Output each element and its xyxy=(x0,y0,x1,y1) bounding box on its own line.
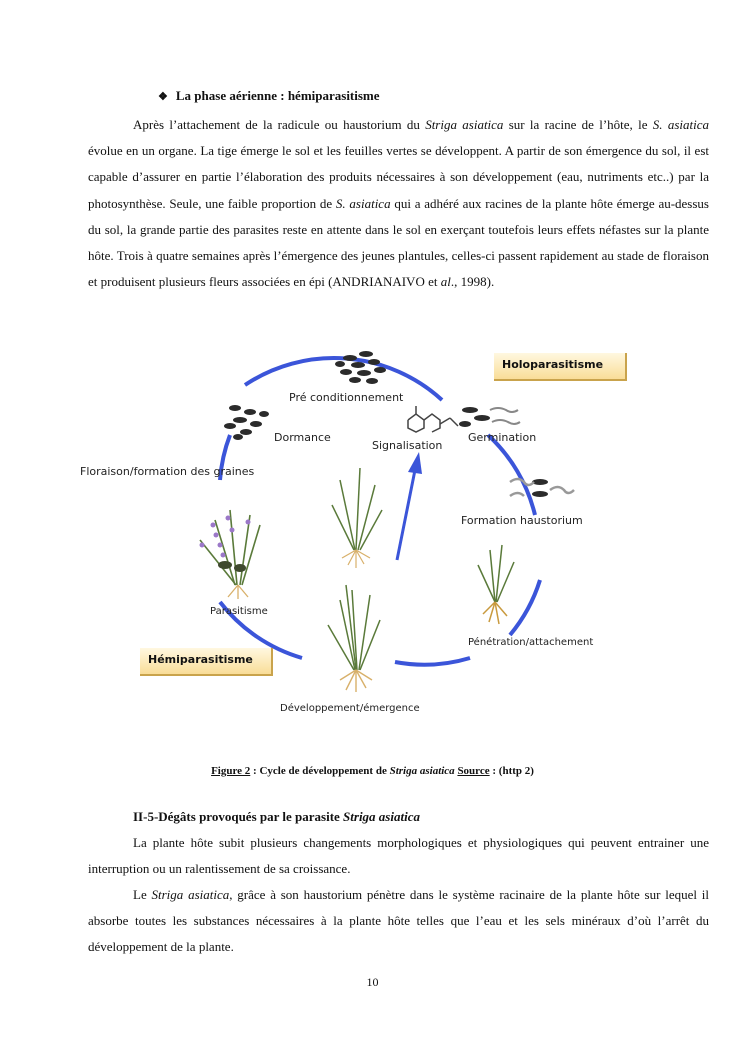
seeds-dormance-icon xyxy=(224,405,269,440)
label-signalisation: Signalisation xyxy=(372,439,443,452)
striga-life-cycle-diagram xyxy=(70,340,670,730)
label-germination: Germination xyxy=(468,431,537,444)
label-parasitisme: Parasitisme xyxy=(210,606,268,617)
cycle-arc-bottom-right xyxy=(395,658,470,665)
paragraph-aerial-phase: Après l’attachement de la radicule ou haustorium du Striga asiatica sur la racine de l’hôte, le S. asiatica évolue en un organe. La tige émerge le sol et les feuilles vertes se développent. A partir de son émergence du sol, il est capable d’assurer en partie l’élaboration des produits nécessaires à son développement (eau, nutriments etc..) par la photosynthèse. Seule, une faible proportion de S. asiatica qui a adhéré aux racines de la plante hôte émerge au-dessus du sol, la grande partie des parasites reste en attente dans le sol en exerçant toutefois leurs effets néfastes sur la plante hôte. Trois à quatre semaines après l’émergence des jeunes plantules, celles-ci passent rapidement au stade de floraison et produisent plusieurs fleurs associées en épi (ANDRIANAIVO et al., 1998). xyxy=(88,117,709,290)
seedling-plant-center-icon xyxy=(332,468,382,568)
holoparasitisme-phase-label: Holoparasitisme xyxy=(494,353,627,381)
plant-emergence-icon xyxy=(328,585,380,692)
bullet-diamond-icon: ❖ xyxy=(158,91,168,103)
plant-penetration-icon xyxy=(478,545,514,624)
flowering-plant-icon xyxy=(200,510,261,599)
haustorium-seeds-icon xyxy=(510,479,574,497)
label-penetration: Pénétration/attachement xyxy=(468,637,594,648)
cycle-arc-right-lower xyxy=(510,580,540,635)
subsection-heading: II-5-Dégâts provoqués par le parasite Striga asiatica xyxy=(133,809,420,824)
label-floraison: Floraison/formation des graines xyxy=(80,465,255,478)
label-pre-conditionnement: Pré conditionnement xyxy=(289,391,404,404)
section-heading: ❖ La phase aérienne : hémiparasitisme xyxy=(158,88,380,103)
label-developpement: Développement/émergence xyxy=(280,703,420,714)
figure-caption: Figure 2 : Cycle de développement de Striga asiatica Source : (http 2) xyxy=(211,765,534,777)
page-number: 10 xyxy=(366,975,379,989)
germinating-seeds-icon xyxy=(459,407,520,427)
seeds-top-icon xyxy=(335,351,386,384)
cycle-arc-right xyxy=(488,435,535,515)
paragraph-host-changes: La plante hôte subit plusieurs changements morphologiques et physiologiques qui peuvent entrainer une interruption ou un ralentissement de sa croissance. xyxy=(88,835,709,877)
strigolactone-molecule-icon xyxy=(408,406,458,432)
label-dormance: Dormance xyxy=(274,431,331,444)
paragraph-haustorium-damage: Le Striga asiatica, grâce à son haustorium pénètre dans le système racinaire de la plante hôte sur lequel il absorbe toutes les substances nécessaires à la plante hôte telles que l’eau et les sels minéraux d’où l’arrêt du développement de la plante. xyxy=(88,887,709,955)
hemiparasitisme-phase-label: Hémiparasitisme xyxy=(140,648,273,676)
label-formation-haustorium: Formation haustorium xyxy=(461,514,583,527)
